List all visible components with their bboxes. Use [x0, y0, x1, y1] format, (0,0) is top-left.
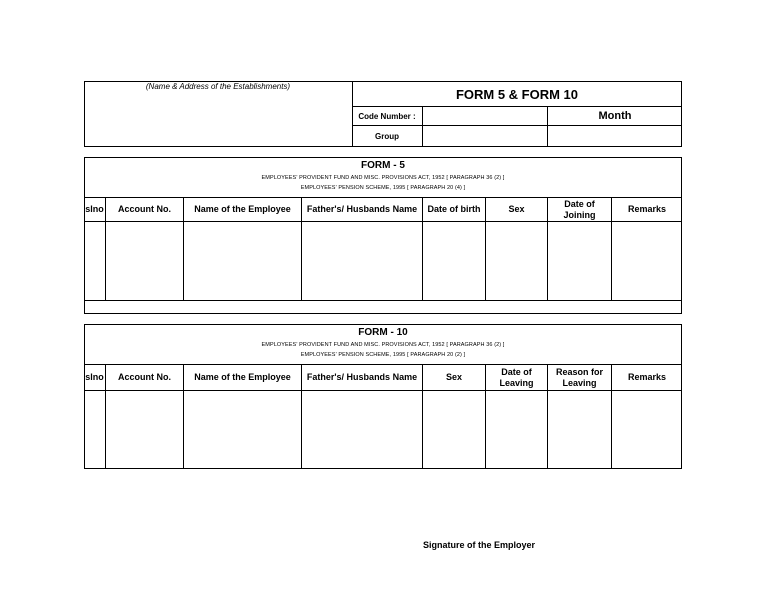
form10-col-reason: Reason for Leaving — [555, 366, 603, 388]
form10-col-father: Father's/ Husbands Name — [306, 372, 418, 382]
form5-col-account: Account No. — [118, 204, 171, 214]
form5-col-slno: slno — [85, 204, 104, 214]
form5-body-bottom-line — [84, 300, 682, 301]
form-title: FORM 5 & FORM 10 — [455, 86, 579, 102]
form5-col-father: Father's/ Husbands Name — [306, 204, 418, 214]
form10-header-bottom-line — [84, 390, 682, 391]
establishment-label: (Name & Address of the Establishments) — [145, 82, 291, 91]
form5-col-remarks: Remarks — [627, 204, 667, 214]
form5-title: FORM - 5 — [361, 159, 405, 171]
form10-scheme-line: EMPLOYEES' PENSION SCHEME, 1995 [ PARAGRAPH 20 (2) ] — [300, 352, 466, 358]
form10-act-line: EMPLOYEES' PROVIDENT FUND AND MISC. PROVISIONS ACT, 1952 [ PARAGRAPH 36 (2) ] — [261, 342, 505, 348]
form10-col-account: Account No. — [118, 372, 171, 382]
form5-col-dob: Date of birth — [427, 204, 481, 214]
form5-col-joining: Date of Joining — [563, 198, 596, 220]
month-label: Month — [598, 109, 632, 122]
group-label: Group — [375, 131, 399, 141]
form5-scheme-line: EMPLOYEES' PENSION SCHEME, 1995 [ PARAGRAPH 20 (4) ] — [300, 185, 466, 191]
form5-act-line: EMPLOYEES' PROVIDENT FUND AND MISC. PROVISIONS ACT, 1952 [ PARAGRAPH 36 (2) ] — [261, 175, 505, 181]
month-field[interactable] — [548, 126, 682, 146]
form10-col-remarks: Remarks — [627, 372, 667, 382]
form10-col-employee: Name of the Employee — [194, 372, 291, 382]
form10-col-slno: slno — [85, 372, 104, 382]
group-field[interactable] — [423, 126, 547, 146]
code-number-label: Code Number : — [358, 111, 416, 121]
form5-col-employee: Name of the Employee — [194, 204, 291, 214]
form5-header-bottom-line — [84, 221, 682, 222]
form10-col-sex: Sex — [445, 372, 462, 382]
form5-col-sex: Sex — [508, 204, 525, 214]
code-number-field[interactable] — [423, 107, 547, 125]
form10-title: FORM - 10 — [358, 326, 408, 338]
form10-col-leaving: Date of Leaving — [499, 366, 534, 388]
signature-label: Signature of the Employer — [423, 540, 536, 550]
